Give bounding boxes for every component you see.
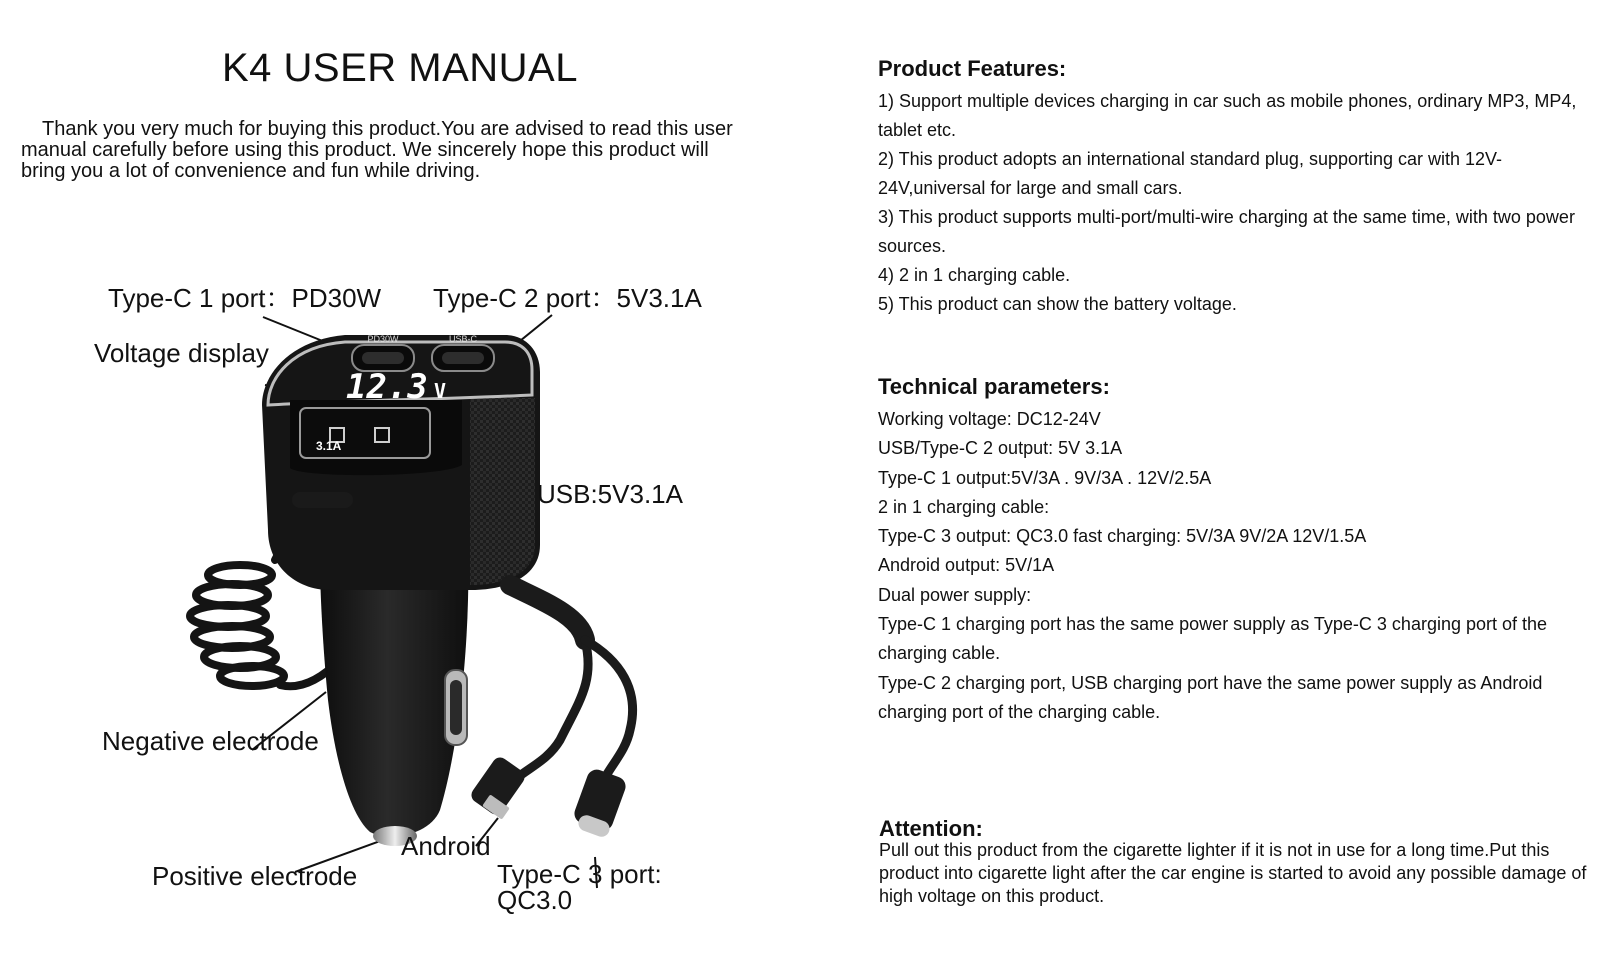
two-in-one-cable bbox=[505, 585, 633, 790]
param-item: 2 in 1 charging cable: bbox=[878, 496, 1050, 517]
params-list bbox=[878, 405, 1600, 727]
port1-tag: PD30W bbox=[367, 334, 399, 344]
label-voltage-display: Voltage display bbox=[94, 338, 269, 368]
typec3-plug bbox=[572, 767, 629, 839]
param-item: USB/Type-C 2 output: 5V 3.1A bbox=[878, 438, 1123, 459]
label-negative-electrode: Negative electrode bbox=[102, 726, 319, 756]
voltage-readout: 12.3 bbox=[346, 367, 428, 407]
usb-rating-tag: 3.1A bbox=[316, 439, 342, 453]
label-typec2-port: Type-C 2 port：5V3.1A bbox=[433, 283, 702, 313]
label-android: Android bbox=[401, 831, 491, 861]
feature-item: 4) 2 in 1 charging cable. bbox=[878, 265, 1071, 285]
port2-tag: USB-C bbox=[448, 334, 478, 344]
label-usb-port: USB:5V3.1A bbox=[537, 479, 683, 509]
manual-title: K4 USER MANUAL bbox=[222, 46, 578, 90]
feature-item: 1) Support multiple devices charging in car such as mobile phones, ordinary MP3, MP4, tablet etc. bbox=[878, 91, 1577, 140]
label-typec3-qc: QC3.0 bbox=[497, 885, 573, 915]
param-item: Type-C 1 charging port has the same power supply as Type-C 3 charging port of the charging cable. bbox=[878, 614, 1548, 664]
android-plug bbox=[468, 754, 527, 819]
carbon-panel bbox=[470, 398, 535, 585]
attention-text: Pull out this product from the cigarette lighter if it is not in use for a long time.Put this product into cigarette light after the car engine is started to avoid any possible damage of high voltage on this product. bbox=[879, 840, 1587, 906]
param-item: Working voltage: DC12-24V bbox=[878, 409, 1101, 429]
feature-item: 2) This product adopts an international standard plug, supporting car with 12V-24V,universal for large and small cars. bbox=[878, 149, 1503, 198]
intro-paragraph: Thank you very much for buying this product.You are advised to read this user manual carefully before using this product. We sincerely hope this product will bring you a lot of convenience and fun while driving. bbox=[21, 118, 733, 182]
features-heading: Product Features: bbox=[878, 56, 1067, 81]
voltage-unit: V bbox=[434, 379, 447, 403]
param-item: Type-C 3 output: QC3.0 fast charging: 5V/3A 9V/2A 12V/1.5A bbox=[878, 526, 1367, 547]
label-typec1-port: Type-C 1 port：PD30W bbox=[108, 283, 382, 313]
features-list bbox=[878, 87, 1598, 319]
param-item: Android output: 5V/1A bbox=[878, 555, 1055, 576]
params-heading: Technical parameters: bbox=[878, 374, 1110, 399]
attention-heading: Attention: bbox=[879, 816, 983, 841]
param-item: Type-C 1 output:5V/3A . 9V/3A . 12V/2.5A bbox=[878, 467, 1212, 488]
label-typec3-port: Type-C 3 port: bbox=[497, 859, 662, 889]
feature-item: 3) This product supports multi-port/multi-wire charging at the same time, with two power sources. bbox=[878, 207, 1575, 256]
param-item: Dual power supply: bbox=[878, 584, 1032, 605]
param-item: Type-C 2 charging port, USB charging port have the same power supply as Android charging port of the charging cable. bbox=[878, 672, 1543, 722]
label-positive-electrode: Positive electrode bbox=[152, 861, 358, 891]
feature-item: 5) This product can show the battery voltage. bbox=[878, 294, 1237, 314]
